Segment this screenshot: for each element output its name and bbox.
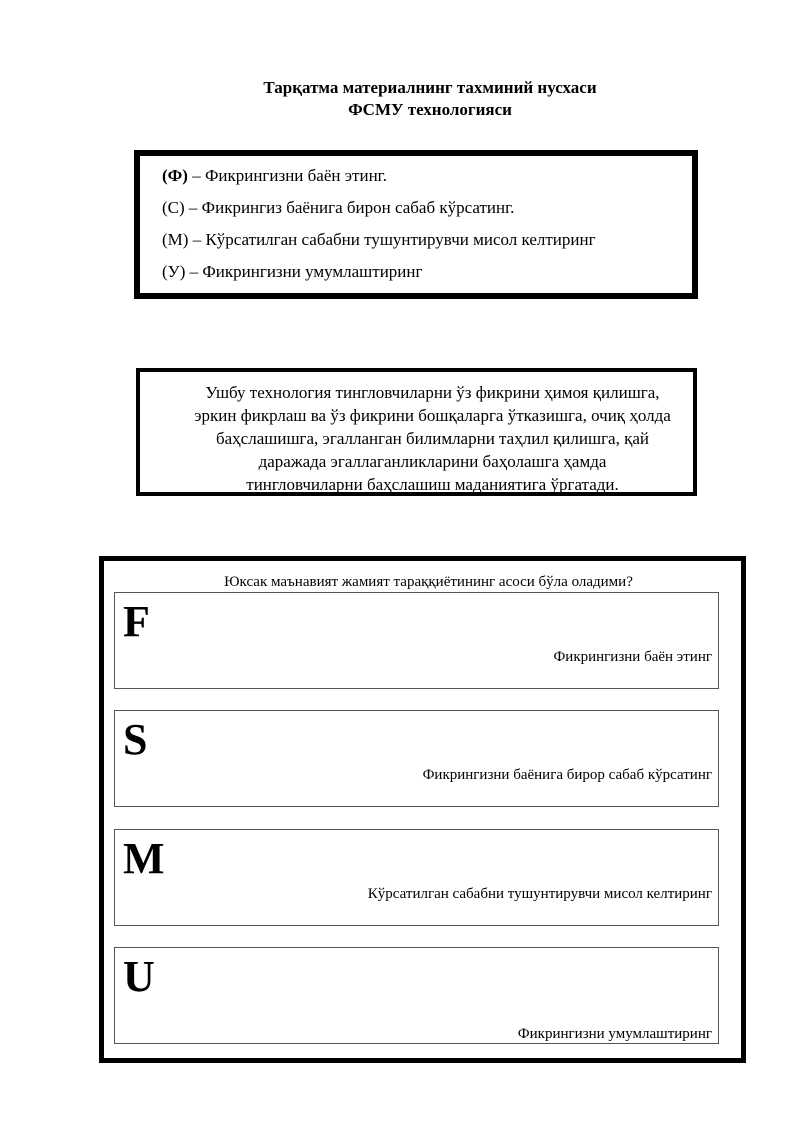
description-line: баҳслашишга, эгалланган билимларни таҳлил қилишга, қай bbox=[215, 429, 649, 448]
step-line-m bbox=[162, 230, 596, 250]
step-code: (Ф) bbox=[162, 166, 188, 185]
panel-prompt: Фикрингизни умумлаштиринг bbox=[517, 1026, 712, 1042]
panel-f[interactable] bbox=[114, 592, 719, 689]
document-subtitle: ФСМУ технологияси bbox=[348, 100, 512, 119]
document-title: Тарқатма материалнинг тахминий нусхаси bbox=[263, 78, 597, 97]
step-text: – Кўрсатилган сабабни тушунтирувчи мисол келтиринг bbox=[188, 230, 596, 249]
description-line: эркин фикрлаш ва ўз фикрини бошқаларга ўтказишга, очиқ ҳолда bbox=[194, 406, 671, 425]
step-code: (М) bbox=[162, 230, 189, 249]
panel-m[interactable] bbox=[114, 829, 719, 926]
panel-letter: F bbox=[123, 597, 150, 646]
step-line-u bbox=[162, 262, 422, 282]
description-text bbox=[160, 381, 705, 496]
step-line-f bbox=[162, 166, 387, 186]
panel-letter: U bbox=[123, 952, 155, 1001]
panel-prompt: Кўрсатилган сабабни тушунтирувчи мисол келтиринг bbox=[367, 886, 712, 902]
panel-prompt: Фикрингизни баёнига бирор сабаб кўрсатинг bbox=[422, 767, 712, 783]
step-text: – Фикрингизни баён этинг. bbox=[187, 166, 387, 185]
step-code: (С) bbox=[162, 198, 185, 217]
worksheet-question: Юксак маънавият жамият тараққиётининг асоси бўла оладими? bbox=[224, 574, 633, 590]
description-line: даражада эгаллаганликларини баҳолашга ҳамда bbox=[258, 452, 607, 471]
step-text: – Фикрингизни умумлаштиринг bbox=[185, 262, 423, 281]
panel-letter: M bbox=[123, 834, 165, 883]
panel-s[interactable] bbox=[114, 710, 719, 807]
panel-u[interactable] bbox=[114, 947, 719, 1044]
step-text: – Фикрингиз баёнига бирон сабаб кўрсатинг. bbox=[184, 198, 515, 217]
step-code: (У) bbox=[162, 262, 186, 281]
description-box bbox=[136, 368, 697, 496]
description-line: Ушбу технология тингловчиларни ўз фикрини ҳимоя қилишга, bbox=[205, 383, 660, 402]
steps-box bbox=[134, 150, 698, 299]
step-line-s bbox=[162, 198, 514, 218]
panel-letter: S bbox=[123, 715, 148, 764]
description-line: тингловчиларни баҳслашиш маданиятига ўргатади. bbox=[246, 475, 619, 494]
panel-prompt: Фикрингизни баён этинг bbox=[553, 649, 712, 665]
